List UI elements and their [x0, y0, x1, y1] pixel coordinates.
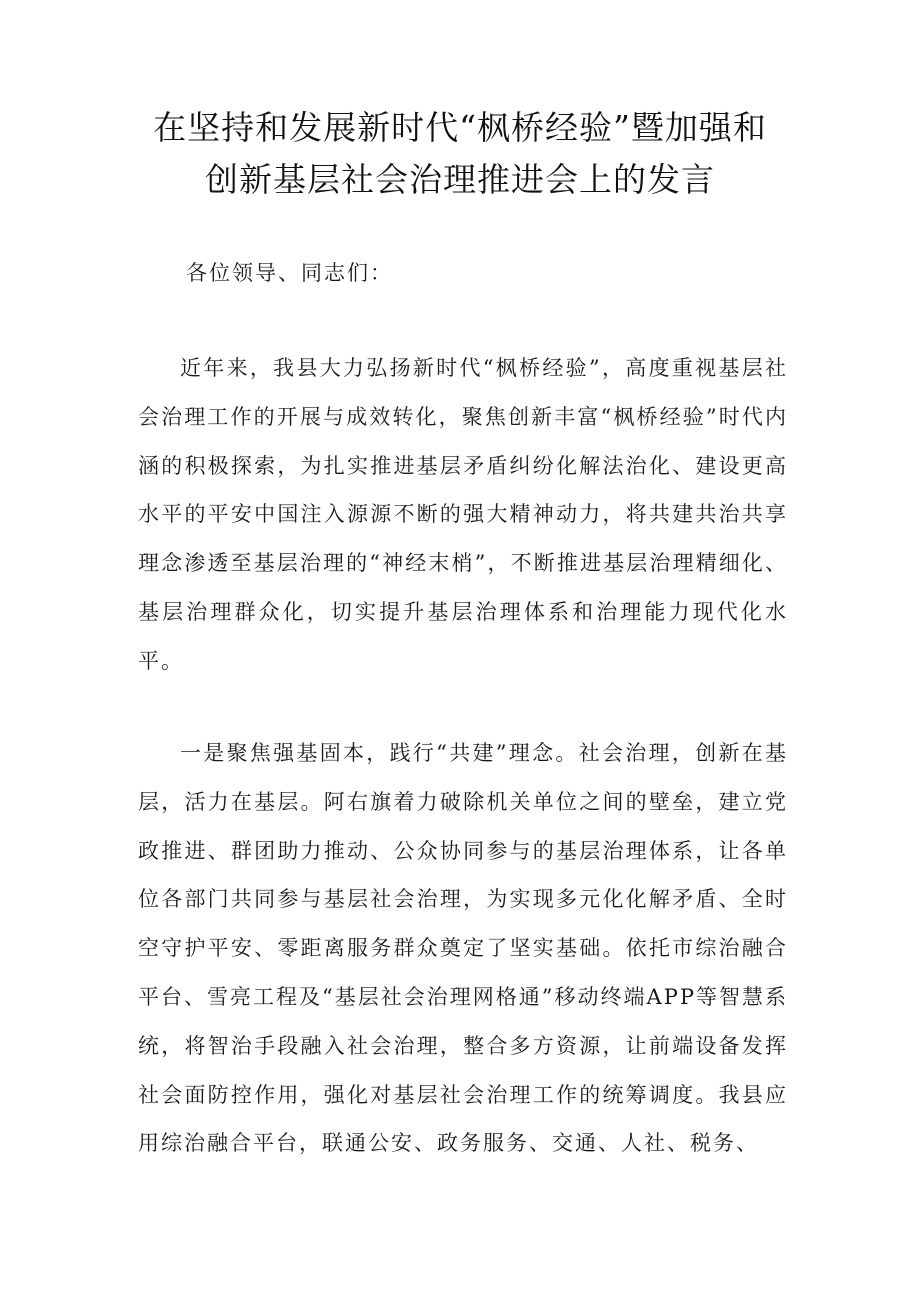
- document-title-line-2: 创新基层社会治理推进会上的发言: [205, 160, 715, 199]
- document-title-line-1: 在坚持和发展新时代“枫桥经验”暨加强和: [153, 108, 767, 147]
- paragraph-intro: 近年来，我县大力弘扬新时代“枫桥经验”，高度重视基层社会治理工作的开展与成效转化，聚焦创新丰富“枫桥经验”时代内涵的积极探索，为扎实推进基层矛盾纠纷化解法治化、建设更高水平的平安中国注入源源不断的强大精神动力，将共建共治共享理念渗透至基层治理的“神经末梢”，不断推进基层治理精细化、基层治理群众化，切实提升基层治理体系和治理能力现代化水平。: [138, 356, 788, 673]
- paragraph-point-one: 一是聚焦强基固本，践行“共建”理念。社会治理，创新在基层，活力在基层。阿右旗着力破除机关单位之间的壁垒，建立党政推进、群团助力推动、公众协同参与的基层治理体系，让各单位各部门共同参与基层社会治理，为实现多元化化解矛盾、全时空守护平安、零距离服务群众奠定了坚实基础。依托市综治融合平台、雪亮工程及“基层社会治理网格通”移动终端APP等智慧系统，将智治手段融入社会治理，整合多方资源，让前端设备发挥社会面防控作用，强化对基层社会治理工作的统筹调度。我县应用综治融合平台，联通公安、政务服务、交通、人社、税务、: [138, 741, 788, 1156]
- salutation: 各位领导、同志们：: [186, 261, 393, 285]
